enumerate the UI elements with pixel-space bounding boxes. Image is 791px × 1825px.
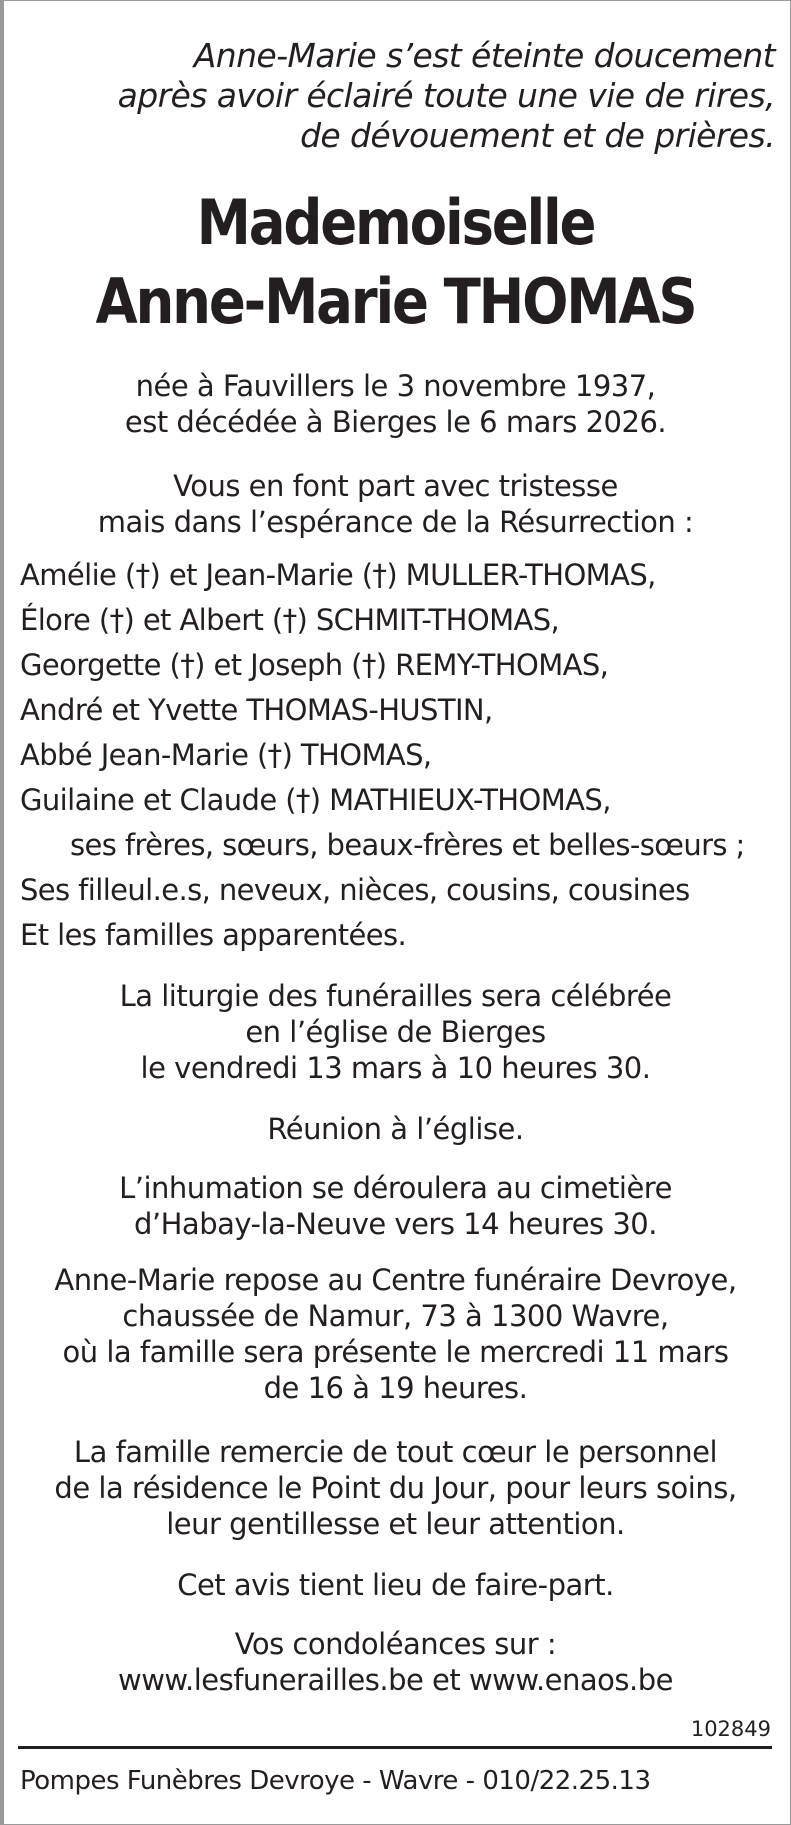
family-member: Guilaine et Claude (†) MATHIEUX-THOMAS, <box>20 783 611 817</box>
family-member: Abbé Jean-Marie (†) THOMAS, <box>20 738 432 772</box>
thanks-line: La famille remercie de tout cœur le personnel <box>73 1435 718 1469</box>
burial-info <box>0 1170 791 1242</box>
announcement <box>0 468 791 540</box>
burial-line: L’inhumation se déroulera au cimetière <box>119 1171 672 1205</box>
liturgy-line: le vendredi 13 mars à 10 heures 30. <box>140 1051 651 1085</box>
family-member: Et les familles apparentées. <box>20 918 407 952</box>
repose-line: où la famille sera présente le mercredi 11 mars <box>62 1335 729 1369</box>
birth-death-info <box>0 368 791 440</box>
divider <box>18 1746 772 1749</box>
intro-line: après avoir éclairé toute une vie de rires, <box>117 76 775 115</box>
birth-line: née à Fauvillers le 3 novembre 1937, <box>135 369 656 403</box>
liturgy-info <box>0 978 791 1086</box>
thanks-info <box>0 1434 791 1542</box>
condolences-websites: www.lesfunerailles.be et www.enaos.be <box>118 1663 673 1697</box>
family-member: André et Yvette THOMAS-HUSTIN, <box>20 693 493 727</box>
family-member: Élore (†) et Albert (†) SCHMIT-THOMAS, <box>20 603 560 637</box>
liturgy-line: en l’église de Bierges <box>245 1015 546 1049</box>
thanks-line: de la résidence le Point du Jour, pour leurs soins, <box>54 1471 737 1505</box>
intro-text <box>118 36 775 156</box>
repose-line: de 16 à 19 heures. <box>263 1371 528 1405</box>
family-member: Amélie (†) et Jean-Marie (†) MULLER-THOMAS, <box>20 558 656 592</box>
family-member: Georgette (†) et Joseph (†) REMY-THOMAS, <box>20 648 609 682</box>
repose-line: chaussée de Namur, 73 à 1300 Wavre, <box>122 1299 669 1333</box>
intro-line: Anne-Marie s’est éteinte doucement <box>193 36 775 75</box>
announcement-line: mais dans l’espérance de la Résurrection : <box>97 505 694 539</box>
intro-line: de dévouement et de prières. <box>300 116 775 155</box>
deceased-title: Mademoiselle <box>196 186 595 259</box>
family-relation: ses frères, sœurs, beaux-frères et belles-sœurs ; <box>70 828 745 862</box>
family-member: Ses filleul.e.s, neveux, nièces, cousins, cousines <box>20 873 690 907</box>
repose-info <box>0 1262 791 1406</box>
thanks-line: leur gentillesse et leur attention. <box>166 1507 625 1541</box>
burial-line: d’Habay-la-Neuve vers 14 heures 30. <box>134 1207 657 1241</box>
notice-line: Cet avis tient lieu de faire-part. <box>177 1568 614 1602</box>
death-line: est décédée à Bierges le 6 mars 2026. <box>124 405 667 439</box>
deceased-name: Anne-Marie THOMAS <box>95 265 696 338</box>
funeral-home-contact: Pompes Funèbres Devroye - Wavre - 010/22.25.13 <box>20 1766 651 1796</box>
announcement-line: Vous en font part avec tristesse <box>173 469 618 503</box>
meeting-info: Réunion à l’église. <box>267 1112 524 1146</box>
liturgy-line: La liturgie des funérailles sera célébrée <box>119 979 672 1013</box>
condolences-info <box>0 1626 791 1698</box>
repose-line: Anne-Marie repose au Centre funéraire Devroye, <box>54 1263 737 1297</box>
condolences-label: Vos condoléances sur : <box>234 1627 557 1661</box>
family-list <box>20 553 790 958</box>
reference-number: 102849 <box>690 1717 771 1741</box>
